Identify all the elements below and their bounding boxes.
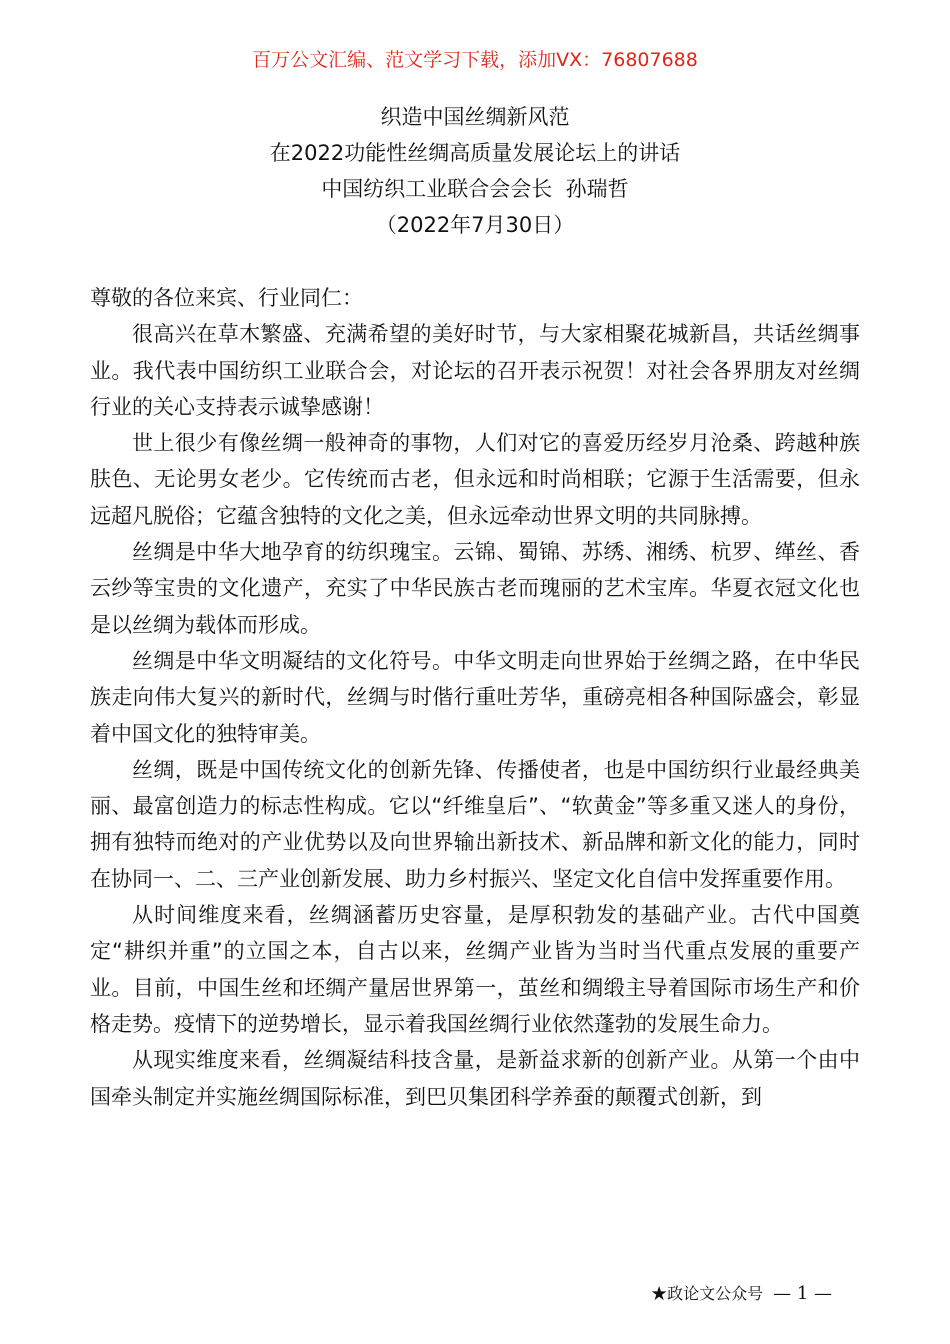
header-banner: 百万公文汇编、范文学习下载，添加VX：76807688 [252, 49, 698, 71]
paragraph: 丝绸是中华文明凝结的文化符号。中华文明走向世界始于丝绸之路，在中华民族走向伟大复兴的新时代，丝绸与时偕行重吐芳华，重磅亮相各种国际盛会，彰显着中国文化的独特审美。 [90, 648, 860, 746]
paragraph: 丝绸，既是中国传统文化的创新先锋、传播使者，也是中国纺织行业最经典美丽、最富创造力的标志性构成。它以“纤维皇后”、“软黄金”等多重又迷人的身份，拥有独特而绝对的产业优势以及向世界输出新技术、新品牌和新文化的能力，同时在协同一、二、三产业创新发展、助力乡村振兴、坚定文化自信中发挥重要作用。 [90, 757, 860, 891]
page-footer [651, 1282, 832, 1306]
speech-title: 织造中国丝绸新风范 [380, 105, 570, 129]
speech-date: （2022年7月30日） [375, 213, 575, 237]
paragraph: 世上很少有像丝绸一般神奇的事物，人们对它的喜爱历经岁月沧桑、跨越种族肤色、无论男女老少。它传统而古老，但永远和时尚相联；它源于生活需要，但永远超凡脱俗；它蕴含独特的文化之美，但永远牵动世界文明的共同脉搏。 [90, 431, 860, 528]
speaker-line: 中国纺织工业联合会会长 孙瑞哲 [321, 177, 629, 201]
speech-subtitle: 在2022功能性丝绸高质量发展论坛上的讲话 [269, 141, 681, 165]
page-number: — 1 — [773, 1283, 832, 1304]
paragraph: 从现实维度来看，丝绸凝结科技含量，是新益求新的创新产业。从第一个由中国牵头制定并实施丝绸国际标准，到巴贝集团科学养蚕的颠覆式创新，到 [90, 1048, 860, 1109]
paragraph: 很高兴在草木繁盛、充满希望的美好时节，与大家相聚花城新昌，共话丝绸事业。我代表中国纺织工业联合会，对论坛的召开表示祝贺！对社会各界朋友对丝绸行业的关心支持表示诚挚感谢！ [90, 322, 860, 419]
footer-source: ★政论文公众号 [651, 1284, 764, 1303]
paragraph: 丝绸是中华大地孕育的纺织瑰宝。云锦、蜀锦、苏绣、湘绣、杭罗、缂丝、香云纱等宝贵的文化遗产，充实了中华民族古老而瑰丽的艺术宝库。华夏衣冠文化也是以丝绸为载体而形成。 [90, 540, 860, 637]
title-block [0, 99, 950, 243]
paragraph: 从时间维度来看，丝绸涵蓄历史容量，是厚积勃发的基础产业。古代中国奠定“耕织并重”的立国之本，自古以来，丝绸产业皆为当时当代重点发展的重要产业。目前，中国生丝和坯绸产量居世界第一，茧丝和绸缎主导着国际市场生产和价格走势。疫情下的逆势增长，显示着我国丝绸行业依然蓬勃的发展生命力。 [90, 903, 860, 1036]
speech-body [90, 280, 860, 1115]
salutation: 尊敬的各位来宾、行业同仁： [90, 286, 363, 310]
